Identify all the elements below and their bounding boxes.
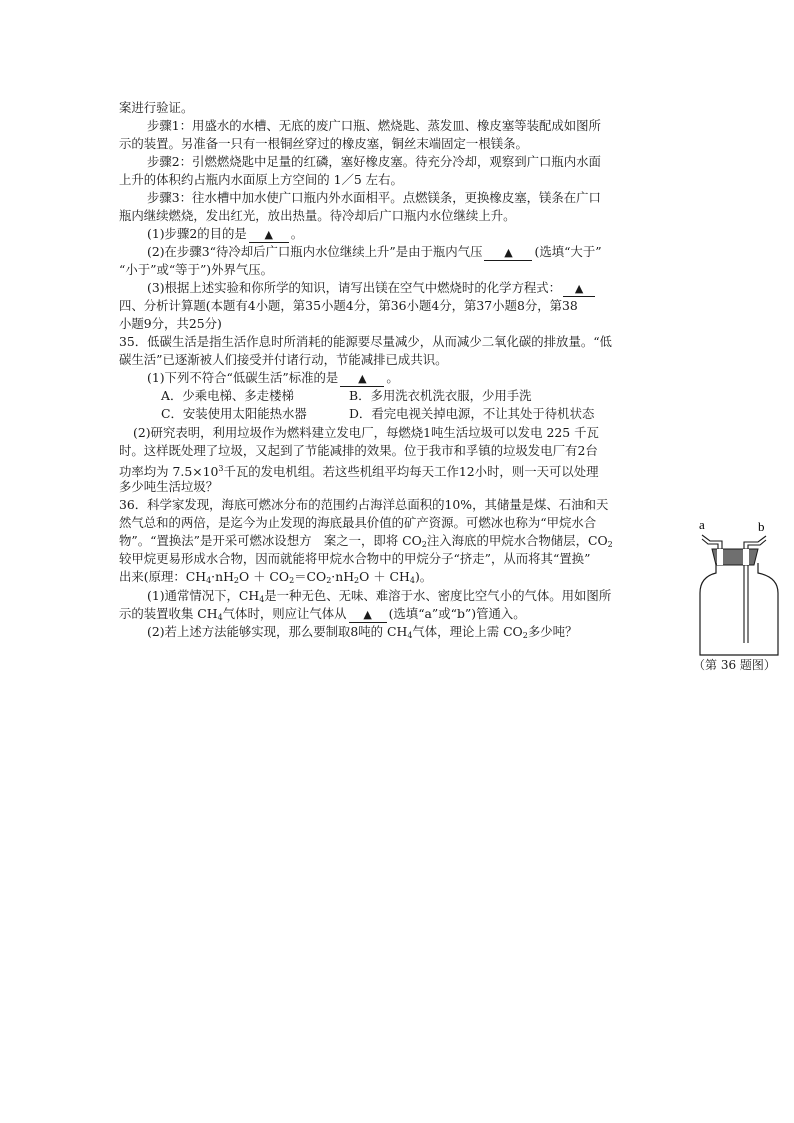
subscript: 2 <box>522 631 528 640</box>
text-run: )。 <box>414 569 433 584</box>
question-line <box>147 623 577 645</box>
question-text: (3)根据上述实验和你所学的知识，请写出镁在空气中燃烧时的化学方程式： <box>147 280 562 295</box>
text-line: 步骤1：用盛水的水槽、无底的废广口瓶、燃烧匙、蒸发皿、橡皮塞等装配成如图所 <box>147 118 601 133</box>
text-run: (1)通常情况下，CH <box>147 588 260 603</box>
text-line: 示的装置。另准备一只有一根铜丝穿过的橡皮塞，铜丝末端固定一根镁条。 <box>119 136 528 151</box>
subscript: 4 <box>407 631 413 640</box>
text-run: (2)若上述方法能够实现，那么要制取8吨的 CH <box>147 624 408 639</box>
text-run: ·nH <box>211 569 234 584</box>
subscript: 2 <box>421 540 427 549</box>
answer-mark: ▲ <box>358 372 367 385</box>
question-line <box>147 243 602 261</box>
subscript: 2 <box>354 576 360 585</box>
text-run: 是一种无色、无味、难溶于水、密度比空气小的气体。用如图所 <box>264 588 612 603</box>
subscript: 4 <box>409 576 415 585</box>
bottle-body <box>700 563 778 655</box>
answer-blank <box>563 281 595 297</box>
superscript: 3 <box>218 464 224 473</box>
subscript: 2 <box>326 576 332 585</box>
stopper-hole-b <box>743 549 749 565</box>
option-a: A．少乘电梯、多走楼梯 <box>161 388 294 403</box>
text-run: ＝CO <box>294 569 327 584</box>
text-run: 气体，理论上需 CO <box>412 624 523 639</box>
text-line: (2)研究表明，利用垃圾作为燃料建立发电厂，每燃烧1吨生活垃圾可以发电 225 千瓦 <box>133 425 599 440</box>
text-run: O ＋ CH <box>359 569 410 584</box>
question-text: 。 <box>290 226 304 241</box>
tube-label-b: b <box>758 519 765 534</box>
text-line: 时。这样既处理了垃圾，又起到了节能减排的效果。位于我市和孚镇的垃圾发电厂有2台 <box>119 443 598 458</box>
text-run: 注入海底的甲烷水合物储层，CO <box>426 533 608 548</box>
text-line: 小题9分，共25分) <box>119 316 222 331</box>
text-run: 功率均为 7.5×10 <box>119 464 219 479</box>
question-line <box>147 369 399 387</box>
answer-mark: ▲ <box>264 228 274 241</box>
figure-caption: （第 36 题图） <box>693 658 776 672</box>
text-run: (选填“a”或“b”)管通入。 <box>388 606 526 621</box>
text-run: 气体时，则应让气体从 <box>222 606 347 621</box>
text-run: 物”。“置换法”是开采可燃冰设想方 案之一，即将 CO <box>119 533 422 548</box>
answer-mark: ▲ <box>574 282 584 295</box>
text-line: 步骤2：引燃燃烧匙中足量的红磷，塞好橡皮塞。待充分冷却，观察到广口瓶内水面 <box>147 154 601 169</box>
text-run: ·nH <box>331 569 355 584</box>
text-line: 较甲烷更易形成水合物，因而就能将甲烷水合物中的甲烷分子“挤走”，从而将其“置换” <box>119 551 591 566</box>
section-heading: 四、分析计算题(本题有4小题，第35小题4分，第36小题4分，第37小题8分，第38 <box>119 298 578 313</box>
subscript: 2 <box>607 540 613 549</box>
answer-blank <box>349 607 387 623</box>
question-text: (1)下列不符合“低碳生活”标准的是 <box>147 370 339 385</box>
text-line: “小于”或“等于”)外界气压。 <box>119 262 274 277</box>
text-run: 千瓦的发电机组。若这些机组平均每天工作12小时，则一天可以处理 <box>223 464 599 479</box>
question-line <box>147 225 303 243</box>
question-text: 。 <box>386 370 399 385</box>
question-text: (选填“大于” <box>534 244 602 259</box>
text-run: 出来(原理：CH <box>119 569 207 584</box>
subscript: 4 <box>259 595 265 604</box>
text-run: 示的装置收集 CH <box>119 606 218 621</box>
text-line: 步骤3：往水槽中加水使广口瓶内外水面相平。点燃镁条，更换橡皮塞，镁条在广口 <box>147 190 601 205</box>
gas-bottle-figure <box>692 515 794 675</box>
option-c: C．安装使用太阳能热水器 <box>161 406 307 421</box>
subscript: 4 <box>206 576 212 585</box>
question-line <box>147 279 597 297</box>
question-text: (2)在步骤3“待冷却后广口瓶内水位继续上升”是由于瓶内气压 <box>147 244 483 259</box>
text-line: 多少吨生活垃圾？ <box>119 479 219 494</box>
stopper-hole-a <box>717 549 723 565</box>
answer-blank <box>484 245 532 261</box>
text-line: 瓶内继续燃烧，发出红光，放出热量。待冷却后广口瓶内水位继续上升。 <box>119 208 516 223</box>
answer-mark: ▲ <box>504 246 513 259</box>
subscript: 4 <box>217 613 223 622</box>
text-line: 然气总和的两倍，是迄今为止发现的海底最具价值的矿产资源。可燃冰也称为“甲烷水合 <box>119 515 597 530</box>
tube-label-a: a <box>699 517 705 532</box>
text-line: 案进行验证。 <box>119 100 194 115</box>
text-run: 多少吨？ <box>527 624 578 639</box>
option-b: B．多用洗衣机洗衣服，少用手洗 <box>349 388 532 403</box>
question-35-stem: 35．低碳生活是指生活作息时所消耗的能源要尽量减少，从而减少二氧化碳的排放量。“低 <box>119 334 612 349</box>
gas-bottle-diagram <box>692 515 792 660</box>
text-line: 上升的体积约占瓶内水面原上方空间的 1／5 左右。 <box>119 172 403 187</box>
text-run: O ＋ CO <box>239 569 290 584</box>
question-text: (1)步骤2的目的是 <box>147 226 247 241</box>
option-d: D．看完电视关掉电源，不让其处于待机状态 <box>349 406 595 421</box>
answer-blank <box>249 227 289 243</box>
answer-blank <box>340 371 384 387</box>
subscript: 2 <box>289 576 295 585</box>
answer-mark: ▲ <box>363 608 372 621</box>
text-line: 碳生活”已逐渐被人们接受并付诸行动，节能减排已成共识。 <box>119 352 448 367</box>
question-36-stem: 36．科学家发现，海底可燃冰分布的范围约占海洋总面积的10%，其储量是煤、石油和天 <box>119 497 609 512</box>
subscript: 2 <box>233 576 239 585</box>
